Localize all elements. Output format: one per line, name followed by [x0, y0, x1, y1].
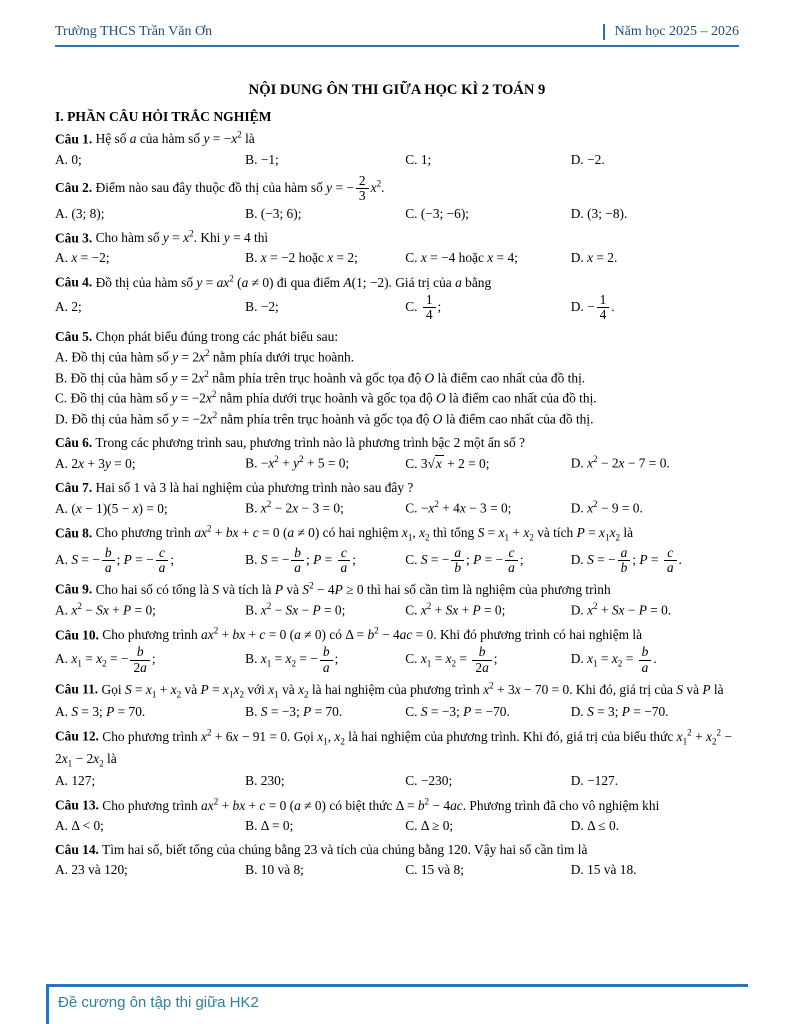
answer-option: A. $x^2 - Sx + P = 0$;	[55, 601, 156, 618]
answer-option: A. S = − $\frac{b}{a}$ ; P = − $\frac{c}{a}$ ;	[55, 544, 175, 575]
answer-option: D. Đồ thị của hàm số $y = -2x^2$ nằm phía trên trục hoành và gốc tọa độ O là điểm cao nhất của đồ thị.	[55, 409, 594, 427]
answer-option: C. S = −3; P = −70.	[405, 703, 510, 719]
question	[55, 433, 739, 474]
question-text: Chọn phát biểu đúng trong các phát biểu sau:	[95, 328, 339, 344]
answer-option: D. − $\frac{1}{4}$ .	[570, 292, 615, 323]
answer-option: C. x = −4 hoặc x = 4;	[405, 250, 518, 266]
question-stem	[55, 327, 739, 347]
answer-option: C. $x_1 = x_2$ = $\frac{b}{2a}$ ;	[405, 644, 498, 675]
question-label: Câu 1.	[55, 131, 93, 147]
question-text: Đồ thị của hàm số $y = ax^2$ (a ≠ 0) đi qua điểm A(1; −2). Giá trị của a bằng	[95, 273, 492, 290]
answer-option: B. −1;	[245, 151, 279, 167]
option-group	[55, 600, 739, 621]
question	[55, 272, 739, 323]
answer-option: B. $x_1 = x_2$ = − $\frac{b}{a}$ ;	[245, 644, 339, 675]
option-group	[55, 293, 739, 323]
question	[55, 795, 739, 836]
question-stem	[55, 726, 739, 771]
option-group	[55, 453, 739, 474]
question	[55, 478, 739, 519]
option-group	[55, 204, 739, 224]
answer-option: A. x = −2;	[55, 250, 110, 266]
answer-option: C. (−3; −6);	[405, 205, 470, 221]
question-stem	[55, 625, 739, 646]
question-stem	[55, 840, 739, 860]
answer-option: A. 0;	[55, 151, 82, 167]
question	[55, 679, 739, 722]
footer-accent-bar	[46, 987, 49, 1024]
question	[55, 726, 739, 791]
answer-option: C. −230;	[405, 773, 453, 789]
answer-option: A. Đồ thị của hàm số $y = 2x^2$ nằm phía dưới trục hoành.	[55, 348, 355, 365]
answer-option: C. $-x^2 + 4x - 3 = 0$;	[405, 499, 512, 516]
answer-option: A. S = 3; P = 70.	[55, 703, 146, 719]
page-header	[55, 24, 739, 47]
answer-option: B. Đồ thị của hàm số $y = 2x^2$ nằm phía trên trục hoành và gốc tọa độ O là điểm cao nhất của đồ thị.	[55, 368, 586, 386]
answer-option: B. 230;	[245, 773, 285, 789]
question-label: Câu 5.	[55, 328, 93, 344]
answer-option: C. Δ ≥ 0;	[405, 817, 454, 833]
school-year: Năm học 2025 – 2026	[603, 24, 739, 40]
answer-option: D. −2.	[570, 151, 605, 167]
answer-option: D. x = 2.	[570, 250, 618, 266]
answer-option: A. 23 và 120;	[55, 862, 128, 878]
answer-option: C. 1;	[405, 151, 432, 167]
question-text: Điểm nào sau đây thuộc đồ thị của hàm số y = − $\frac{2}{3}$ $x^2$.	[95, 172, 385, 204]
option-group	[55, 546, 739, 576]
question	[55, 523, 739, 576]
question-stem	[55, 795, 739, 816]
answer-option: B. −2;	[245, 299, 279, 315]
question-label: Câu 13.	[55, 797, 99, 813]
question-label: Câu 7.	[55, 480, 93, 496]
question-label: Câu 4.	[55, 274, 93, 290]
question-text: Cho phương trình $ax^2$ + bx + c = 0 (a ≠ 0) có biệt thức $\Delta = b^2 - 4ac$. Phương trình đã cho vô nghiệm khi	[102, 796, 660, 813]
answer-option: D. $x^2 - 9 = 0$.	[570, 499, 643, 516]
answer-option: B. S = − $\frac{b}{a}$ ; P = $\frac{c}{a}$ ;	[245, 544, 356, 575]
answer-option: D. (3; −8).	[570, 205, 628, 221]
answer-option: A. $x_1 = x_2$ = − $\frac{b}{2a}$ ;	[55, 644, 156, 675]
question-text: Hai số 1 và 3 là hai nghiệm của phương trình nào sau đây ?	[95, 480, 414, 496]
question	[55, 174, 739, 224]
question	[55, 840, 739, 880]
option-group	[55, 645, 739, 675]
question-label: Câu 9.	[55, 581, 93, 597]
option-group	[55, 150, 739, 170]
answer-option: B. x = −2 hoặc x = 2;	[245, 250, 358, 266]
question-stem	[55, 523, 739, 546]
answer-option: D. $x^2 + Sx - P = 0$.	[570, 601, 672, 618]
answer-option: C. 3√x + 2 = 0;	[405, 455, 490, 471]
document-body	[55, 82, 739, 880]
option-group	[55, 498, 739, 519]
question	[55, 327, 739, 429]
question-text: Cho phương trình $x^2 + 6x - 91 = 0$. Gọi $x_1$, $x_2$ là hai nghiệm của phương trình. Khi đó, giá trị của biểu thức $x_1^2 + x_2^2 - 2x_1 - 2x_2$ là	[55, 727, 732, 769]
question-text: Cho phương trình $ax^2$ + bx + c = 0 (a ≠ 0) có hai nghiệm $x_1$, $x_2$ thì tổng $S = x_1 + x_2$ và tích $P = x_1x_2$ là	[95, 523, 634, 543]
question-stem	[55, 679, 739, 702]
question-text: Cho hai số có tổng là S và tích là P và $S^2 - 4P \ge 0$ thì hai số cần tìm là nghiệm của phương trình	[95, 580, 611, 597]
answer-option: B. 10 và 8;	[245, 862, 304, 878]
option-group	[55, 771, 739, 791]
question-stem	[55, 228, 739, 249]
question-text: Gọi $S = x_1 + x_2$ và $P = x_1x_2$ với $x_1$ và $x_2$ là hai nghiệm của phương trình $x^2 + 3x - 70 = 0$. Khi đó, giá trị của S và P là	[101, 680, 724, 700]
question-label: Câu 10.	[55, 627, 99, 643]
page-footer	[46, 984, 748, 1011]
question-label: Câu 14.	[55, 841, 99, 857]
answer-option: A. (x − 1)(5 − x) = 0;	[55, 500, 168, 516]
answer-option: A. 127;	[55, 773, 96, 789]
question-stem	[55, 272, 739, 293]
answer-option: B. S = −3; P = 70.	[245, 703, 343, 719]
question-label: Câu 6.	[55, 435, 93, 451]
section-heading: I. PHẦN CÂU HỎI TRẮC NGHIỆM	[55, 109, 272, 124]
answer-option: C. 15 và 8;	[405, 862, 464, 878]
option-group	[55, 816, 739, 836]
answer-option: D. Δ ≤ 0.	[570, 817, 620, 833]
answer-option: B. (−3; 6);	[245, 205, 302, 221]
answer-option: B. $x^2 - Sx - P = 0$;	[245, 601, 346, 618]
question	[55, 579, 739, 620]
question-stem	[55, 129, 739, 150]
answer-option: D. −127.	[570, 773, 619, 789]
question	[55, 228, 739, 269]
option-group	[55, 248, 739, 268]
school-name: Trường THCS Trần Văn Ơn	[55, 24, 213, 39]
question-list	[55, 129, 739, 880]
answer-option: A. 2x + 3y = 0;	[55, 455, 136, 471]
option-group	[55, 347, 739, 429]
question-text: Trong các phương trình sau, phương trình nào là phương trình bậc 2 một ẩn số ?	[95, 435, 525, 451]
answer-option: D. 15 và 18.	[570, 862, 637, 878]
option-group	[55, 860, 739, 880]
answer-option: B. $-x^2 + y^2 + 5 = 0$;	[245, 454, 350, 471]
answer-option: B. $x^2 - 2x - 3 = 0$;	[245, 499, 344, 516]
answer-option: D. S = 3; P = −70.	[570, 703, 669, 719]
question-stem	[55, 579, 739, 600]
question-stem	[55, 174, 739, 204]
question	[55, 625, 739, 676]
question-label: Câu 2.	[55, 179, 93, 195]
answer-option: C. $\frac{1}{4}$ ;	[405, 292, 442, 323]
question-label: Câu 3.	[55, 230, 93, 246]
answer-option: D. $x_1 = x_2$ = $\frac{b}{a}$ .	[570, 644, 657, 675]
question-text: Hệ số a của hàm số $y = -x^2$ là	[95, 130, 255, 147]
answer-option: B. Δ = 0;	[245, 817, 294, 833]
question-text: Cho hàm số $y = x^2$. Khi y = 4 thì	[95, 228, 269, 246]
question-text: Cho phương trình $ax^2$ + bx + c = 0 (a ≠ 0) có $\Delta = b^2 - 4ac = 0$. Khi đó phương trình có hai nghiệm là	[102, 625, 643, 643]
answer-option: D. $x^2 - 2x - 7 = 0$.	[570, 454, 670, 471]
answer-option: C. S = − $\frac{a}{b}$ ; P = − $\frac{c}{a}$ ;	[405, 544, 524, 575]
answer-option: C. $x^2 + Sx + P = 0$;	[405, 601, 506, 618]
footer-text: Đề cương ôn tập thi giữa HK2	[58, 994, 259, 1011]
answer-option: A. Δ < 0;	[55, 817, 104, 833]
answer-option: C. Đồ thị của hàm số $y = -2x^2$ nằm phía dưới trục hoành và gốc tọa độ O là điểm cao nhất của đồ thị.	[55, 389, 597, 406]
document-title: NỘI DUNG ÔN THI GIỮA HỌC KÌ 2 TOÁN 9	[248, 82, 546, 98]
answer-option: A. (3; 8);	[55, 205, 105, 221]
question-label: Câu 12.	[55, 728, 99, 744]
question-label: Câu 8.	[55, 525, 93, 541]
question-stem	[55, 433, 739, 453]
question	[55, 129, 739, 170]
question-label: Câu 11.	[55, 681, 99, 697]
question-stem	[55, 478, 739, 498]
answer-option: D. S = − $\frac{a}{b}$ ; P = $\frac{c}{a}$ .	[570, 544, 682, 575]
answer-option: A. 2;	[55, 299, 82, 315]
question-text: Tìm hai số, biết tổng của chúng bằng 23 và tích của chúng bằng 120. Vậy hai số cần tìm là	[102, 841, 588, 857]
option-group	[55, 702, 739, 722]
